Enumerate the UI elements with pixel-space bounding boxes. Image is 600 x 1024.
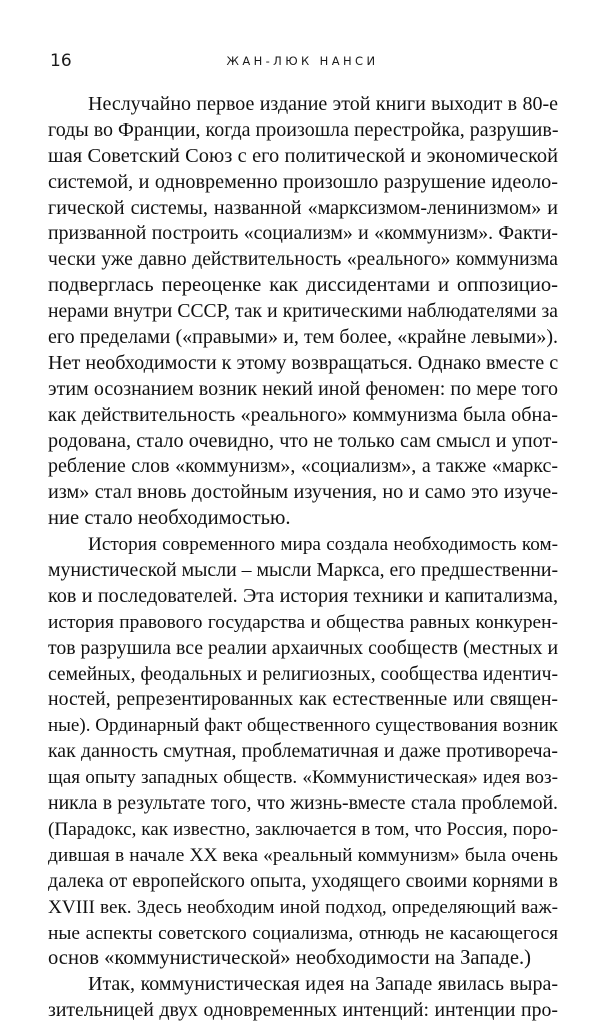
text-line: ребление слов «коммунизм», «социализм», а также «маркс-: [48, 455, 558, 478]
text-line: никла в результате того, что жизнь-вместе стала проблемой.: [48, 792, 558, 815]
body-text: [48, 92, 558, 1024]
text-line: ков и последователей. Эта история техники и капитализма,: [48, 584, 558, 607]
text-line: ные). Ординарный факт общественного существования возник: [48, 715, 558, 737]
header-author-name: ЖАН-ЛЮК НАНСИ: [226, 54, 379, 68]
page-number: 16: [50, 51, 72, 71]
text-line: гической системы, названной «марксизмом-ленинизмом» и: [48, 196, 558, 219]
text-line: шая Советский Союз с его политической и экономической: [48, 144, 558, 167]
paragraph-3: [48, 972, 558, 1024]
text-line: XVIII век. Здесь необходим иной подход, определяющий важ-: [48, 896, 558, 918]
text-line: Нет необходимости к этому возвращаться. Однако вместе с: [48, 351, 559, 374]
text-line: Итак, коммунистическая идея на Западе явилась выра-: [88, 973, 558, 996]
text-line: история правового государства и общества равных конкурен-: [48, 611, 558, 633]
text-line: годы во Франции, когда произошла перестройка, разрушив-: [48, 118, 559, 141]
text-line: История современного мира создала необходимость ком-: [88, 534, 558, 556]
text-line: основ «коммунистической» необходимости на Западе.): [48, 947, 532, 970]
text-line: мунистической мысли – мысли Маркса, его предшественни-: [48, 559, 559, 582]
text-line: этим осознанием возник некий иной феномен: по мере того: [48, 377, 558, 400]
text-line: щая опыту западных обществ. «Коммунистическая» идея воз-: [48, 767, 558, 789]
text-line: семейных, феодальных и религиозных, сообщества идентич-: [48, 663, 558, 685]
text-line: как действительность «реального» коммунизма была обна-: [48, 403, 558, 426]
text-line: ние стало необходимостью.: [48, 507, 291, 530]
text-line: родована, стало очевидно, что не только сам смысл и упот-: [48, 429, 558, 452]
text-line: дившая в начале XX века «реальный коммунизм» была очень: [48, 844, 558, 866]
text-line: подверглась переоценке как диссидентами и оппозицио-: [48, 274, 558, 297]
paragraph-1: [48, 92, 558, 532]
text-line: тов разрушила все реалии архаичных сообществ (местных и: [48, 636, 559, 659]
text-line: чески уже давно действительность «реального» коммунизма: [48, 249, 558, 271]
text-line: (Парадокс, как известно, заключается в том, что Россия, поро-: [48, 818, 558, 840]
text-line: Неслучайно первое издание этой книги выходит в 80-е: [88, 93, 558, 115]
text-line: его пределами («правыми» и, тем более, «крайне левыми»).: [48, 326, 558, 349]
text-line: зительницей двух одновременных интенций: интенции про-: [48, 999, 558, 1022]
paragraph-2: [48, 532, 558, 972]
text-line: ные аспекты советского социализма, отнюдь не касающегося: [48, 922, 558, 944]
text-line: нерами внутри СССР, так и критическими наблюдателями за: [48, 301, 558, 323]
text-line: системой, и одновременно произошло разрушение идеоло-: [48, 170, 558, 193]
running-head: [50, 50, 555, 74]
text-line: ностей, репрезентированных как естественные или священ-: [48, 688, 558, 711]
text-line: далека от европейского опыта, уходящего своими корнями в: [48, 869, 558, 892]
text-line: как данность смутная, проблематичная и даже противореча-: [48, 740, 558, 763]
text-line: изм» стал вновь достойным изучения, но и само это изуче-: [48, 481, 558, 504]
text-line: призванной построить «социализм» и «коммунизм». Факти-: [48, 222, 558, 245]
